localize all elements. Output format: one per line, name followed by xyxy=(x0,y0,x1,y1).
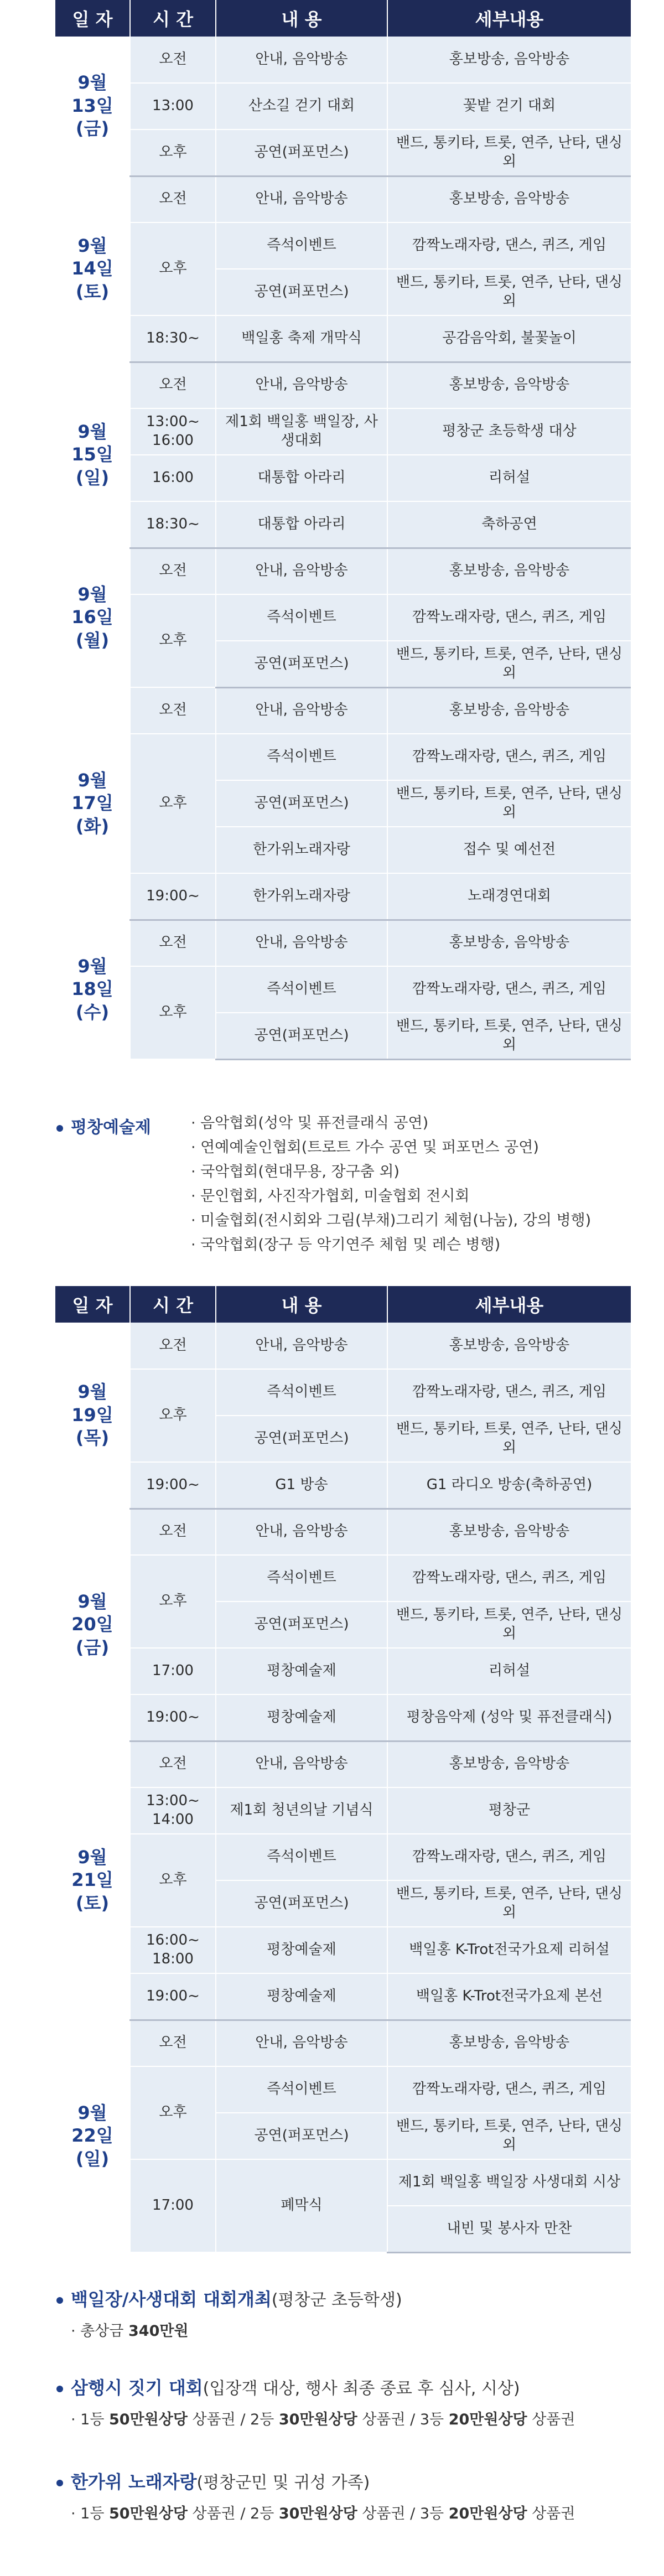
header-date: 일 자 xyxy=(55,0,130,37)
list-item: · 미술협회(전시회와 그림(부채)그리기 체험(나눔), 강의 병행) xyxy=(191,1212,592,1229)
day-cell: 9월 19일 (목) xyxy=(55,1323,130,1509)
header-date: 일 자 xyxy=(55,1286,130,1323)
arts-festival-title: 평창예술제 xyxy=(56,1113,151,1138)
detail-cell: 홍보방송, 음악방송 xyxy=(387,1741,631,1787)
content-cell: 공연(퍼포먼스) xyxy=(216,1880,387,1927)
detail-cell: 리허설 xyxy=(387,455,631,501)
header-time: 시 간 xyxy=(130,0,216,37)
poem-contest-prizes: · 1등 50만원상당 상품권 / 2등 30만원상당 상품권 / 3등 20만원상당 상품권 xyxy=(71,2411,575,2428)
time-cell: 오전 xyxy=(130,548,216,594)
content-cell: 공연(퍼포먼스) xyxy=(216,2113,387,2159)
detail-cell: 리허설 xyxy=(387,1648,631,1694)
content-cell: 안내, 음악방송 xyxy=(216,362,387,408)
content-cell: 한가위노래자랑 xyxy=(216,827,387,873)
detail-cell: 깜짝노래자랑, 댄스, 퀴즈, 게임 xyxy=(387,734,631,780)
content-cell: 즉석이벤트 xyxy=(216,222,387,269)
detail-cell: 홍보방송, 음악방송 xyxy=(387,37,631,83)
content-cell: 공연(퍼포먼스) xyxy=(216,269,387,315)
detail-cell: 깜짝노래자랑, 댄스, 퀴즈, 게임 xyxy=(387,2066,631,2113)
bullet-icon xyxy=(56,2386,63,2392)
day-cell: 9월 13일 (금) xyxy=(55,37,130,176)
contest-prize: · 총상금 340만원 xyxy=(71,2323,189,2340)
time-cell: 19:00~ xyxy=(130,873,216,920)
detail-cell: 백일홍 K-Trot전국가요제 리허설 xyxy=(387,1927,631,1973)
list-item: · 문인협회, 사진작가협회, 미술협회 전시회 xyxy=(191,1188,470,1205)
song-contest-title: 한가위 노래자랑(평창군민 및 귀성 가족) xyxy=(56,2468,370,2494)
time-cell: 19:00~ xyxy=(130,1694,216,1741)
header-time: 시 간 xyxy=(130,1286,216,1323)
content-cell: 공연(퍼포먼스) xyxy=(216,1416,387,1462)
content-cell: 공연(퍼포먼스) xyxy=(216,780,387,827)
day-cell: 9월 18일 (수) xyxy=(55,920,130,1059)
detail-cell: 제1회 백일홍 백일장 사생대회 시상 xyxy=(387,2159,631,2206)
detail-cell: 꽃밭 걷기 대회 xyxy=(387,83,631,129)
time-cell: 오후 xyxy=(130,2066,216,2159)
header-detail: 세부내용 xyxy=(387,0,631,37)
content-cell: 안내, 음악방송 xyxy=(216,920,387,966)
time-cell: 16:00~ 18:00 xyxy=(130,1927,216,1973)
detail-cell: 밴드, 통키타, 트롯, 연주, 난타, 댄싱 외 xyxy=(387,1416,631,1462)
content-cell: 안내, 음악방송 xyxy=(216,1323,387,1369)
detail-cell: 밴드, 통키타, 트롯, 연주, 난타, 댄싱 외 xyxy=(387,1601,631,1648)
detail-cell: 홍보방송, 음악방송 xyxy=(387,548,631,594)
day-cell: 9월 15일 (일) xyxy=(55,362,130,548)
time-cell: 13:00~ 14:00 xyxy=(130,1787,216,1834)
time-cell: 오전 xyxy=(130,176,216,222)
time-cell: 오후 xyxy=(130,1369,216,1462)
content-cell: 즉석이벤트 xyxy=(216,1369,387,1416)
detail-cell: 백일홍 K-Trot전국가요제 본선 xyxy=(387,1973,631,2020)
detail-cell: 깜짝노래자랑, 댄스, 퀴즈, 게임 xyxy=(387,1555,631,1601)
detail-cell: 깜짝노래자랑, 댄스, 퀴즈, 게임 xyxy=(387,594,631,641)
list-item: · 국악협회(현대무용, 장구춤 외) xyxy=(191,1163,400,1180)
contest-title: 백일장/사생대회 대회개최(평창군 초등학생) xyxy=(56,2285,402,2311)
content-cell: 공연(퍼포먼스) xyxy=(216,1013,387,1059)
time-cell: 오전 xyxy=(130,1509,216,1555)
detail-cell: 홍보방송, 음악방송 xyxy=(387,2020,631,2066)
detail-cell: 깜짝노래자랑, 댄스, 퀴즈, 게임 xyxy=(387,222,631,269)
detail-cell: 밴드, 통키타, 트롯, 연주, 난타, 댄싱 외 xyxy=(387,1013,631,1059)
content-cell: 제1회 청년의날 기념식 xyxy=(216,1787,387,1834)
day-cell: 9월 21일 (토) xyxy=(55,1741,130,2020)
header-content: 내 용 xyxy=(216,1286,387,1323)
time-cell: 오전 xyxy=(130,2020,216,2066)
content-cell: 평창예술제 xyxy=(216,1973,387,2020)
day-cell: 9월 17일 (화) xyxy=(55,687,130,920)
song-contest-prizes: · 1등 50만원상당 상품권 / 2등 30만원상당 상품권 / 3등 20만원상당 상품권 xyxy=(71,2505,575,2522)
content-cell: 안내, 음악방송 xyxy=(216,687,387,734)
detail-cell: 홍보방송, 음악방송 xyxy=(387,1509,631,1555)
detail-cell: 홍보방송, 음악방송 xyxy=(387,362,631,408)
detail-cell: 깜짝노래자랑, 댄스, 퀴즈, 게임 xyxy=(387,1834,631,1880)
content-cell: 즉석이벤트 xyxy=(216,594,387,641)
arts-festival-list xyxy=(191,1111,591,1257)
detail-cell: 깜짝노래자랑, 댄스, 퀴즈, 게임 xyxy=(387,966,631,1013)
content-cell: 안내, 음악방송 xyxy=(216,2020,387,2066)
time-cell: 13:00 xyxy=(130,83,216,129)
content-cell: 즉석이벤트 xyxy=(216,1555,387,1601)
content-cell: 공연(퍼포먼스) xyxy=(216,641,387,687)
header-detail: 세부내용 xyxy=(387,1286,631,1323)
time-cell: 18:30~ xyxy=(130,501,216,548)
time-cell: 19:00~ xyxy=(130,1462,216,1509)
content-cell: 즉석이벤트 xyxy=(216,1834,387,1880)
detail-cell: 밴드, 통키타, 트롯, 연주, 난타, 댄싱 외 xyxy=(387,129,631,176)
content-cell: 제1회 백일홍 백일장, 사생대회 xyxy=(216,408,387,455)
content-cell: 폐막식 xyxy=(216,2159,387,2252)
detail-cell: G1 라디오 방송(축하공연) xyxy=(387,1462,631,1509)
header-content: 내 용 xyxy=(216,0,387,37)
content-cell: 공연(퍼포먼스) xyxy=(216,129,387,176)
schedule-table-2 xyxy=(55,1286,631,2253)
content-cell: 평창예술제 xyxy=(216,1648,387,1694)
content-cell: 한가위노래자랑 xyxy=(216,873,387,920)
detail-cell: 공감음악회, 불꽃놀이 xyxy=(387,315,631,362)
detail-cell: 노래경연대회 xyxy=(387,873,631,920)
content-cell: 안내, 음악방송 xyxy=(216,1509,387,1555)
day-cell: 9월 16일 (월) xyxy=(55,548,130,687)
poem-contest-title: 삼행시 짓기 대회(입장객 대상, 행사 최종 종료 후 심사, 시상) xyxy=(56,2374,520,2399)
detail-cell: 내빈 및 봉사자 만찬 xyxy=(387,2206,631,2252)
list-item: · 연예예술인협회(트로트 가수 공연 및 퍼포먼스 공연) xyxy=(191,1139,539,1156)
list-item: · 음악협회(성악 및 퓨전클래식 공연) xyxy=(191,1115,429,1132)
day-cell: 9월 22일 (일) xyxy=(55,2020,130,2252)
time-cell: 오후 xyxy=(130,222,216,315)
detail-cell: 평창군 xyxy=(387,1787,631,1834)
time-cell: 17:00 xyxy=(130,2159,216,2252)
content-cell: 즉석이벤트 xyxy=(216,734,387,780)
detail-cell: 밴드, 통키타, 트롯, 연주, 난타, 댄싱 외 xyxy=(387,780,631,827)
time-cell: 오후 xyxy=(130,966,216,1059)
time-cell: 19:00~ xyxy=(130,1973,216,2020)
detail-cell: 홍보방송, 음악방송 xyxy=(387,176,631,222)
content-cell: 즉석이벤트 xyxy=(216,2066,387,2113)
detail-cell: 홍보방송, 음악방송 xyxy=(387,687,631,734)
content-cell: 안내, 음악방송 xyxy=(216,176,387,222)
content-cell: 대통합 아라리 xyxy=(216,501,387,548)
time-cell: 오후 xyxy=(130,594,216,687)
detail-cell: 축하공연 xyxy=(387,501,631,548)
detail-cell: 밴드, 통키타, 트롯, 연주, 난타, 댄싱 외 xyxy=(387,1880,631,1927)
detail-cell: 홍보방송, 음악방송 xyxy=(387,1323,631,1369)
time-cell: 오전 xyxy=(130,920,216,966)
list-item: · 국악협회(장구 등 악기연주 체험 및 레슨 병행) xyxy=(191,1236,501,1253)
content-cell: G1 방송 xyxy=(216,1462,387,1509)
detail-cell: 평창군 초등학생 대상 xyxy=(387,408,631,455)
content-cell: 안내, 음악방송 xyxy=(216,1741,387,1787)
time-cell: 오전 xyxy=(130,687,216,734)
time-cell: 18:30~ xyxy=(130,315,216,362)
content-cell: 평창예술제 xyxy=(216,1694,387,1741)
content-cell: 공연(퍼포먼스) xyxy=(216,1601,387,1648)
time-cell: 오전 xyxy=(130,37,216,83)
day-cell: 9월 20일 (금) xyxy=(55,1509,130,1741)
content-cell: 평창예술제 xyxy=(216,1927,387,1973)
time-cell: 오전 xyxy=(130,1741,216,1787)
detail-cell: 밴드, 통키타, 트롯, 연주, 난타, 댄싱 외 xyxy=(387,641,631,687)
detail-cell: 홍보방송, 음악방송 xyxy=(387,920,631,966)
content-cell: 대통합 아라리 xyxy=(216,455,387,501)
day-cell: 9월 14일 (토) xyxy=(55,176,130,362)
schedule-table-1 xyxy=(55,0,631,1060)
time-cell: 오후 xyxy=(130,129,216,176)
content-cell: 안내, 음악방송 xyxy=(216,548,387,594)
detail-cell: 밴드, 통키타, 트롯, 연주, 난타, 댄싱 외 xyxy=(387,269,631,315)
detail-cell: 평창음악제 (성악 및 퓨전클래식) xyxy=(387,1694,631,1741)
content-cell: 백일홍 축제 개막식 xyxy=(216,315,387,362)
detail-cell: 밴드, 통키타, 트롯, 연주, 난타, 댄싱 외 xyxy=(387,2113,631,2159)
bullet-icon xyxy=(56,1125,63,1132)
bullet-icon xyxy=(56,2297,63,2304)
time-cell: 오후 xyxy=(130,1555,216,1648)
time-cell: 17:00 xyxy=(130,1648,216,1694)
detail-cell: 깜짝노래자랑, 댄스, 퀴즈, 게임 xyxy=(387,1369,631,1416)
time-cell: 오전 xyxy=(130,362,216,408)
time-cell: 오후 xyxy=(130,734,216,873)
time-cell: 오전 xyxy=(130,1323,216,1369)
content-cell: 산소길 걷기 대회 xyxy=(216,83,387,129)
content-cell: 즉석이벤트 xyxy=(216,966,387,1013)
bullet-icon xyxy=(56,2480,63,2486)
content-cell: 안내, 음악방송 xyxy=(216,37,387,83)
time-cell: 16:00 xyxy=(130,455,216,501)
time-cell: 13:00~ 16:00 xyxy=(130,408,216,455)
time-cell: 오후 xyxy=(130,1834,216,1927)
detail-cell: 접수 및 예선전 xyxy=(387,827,631,873)
